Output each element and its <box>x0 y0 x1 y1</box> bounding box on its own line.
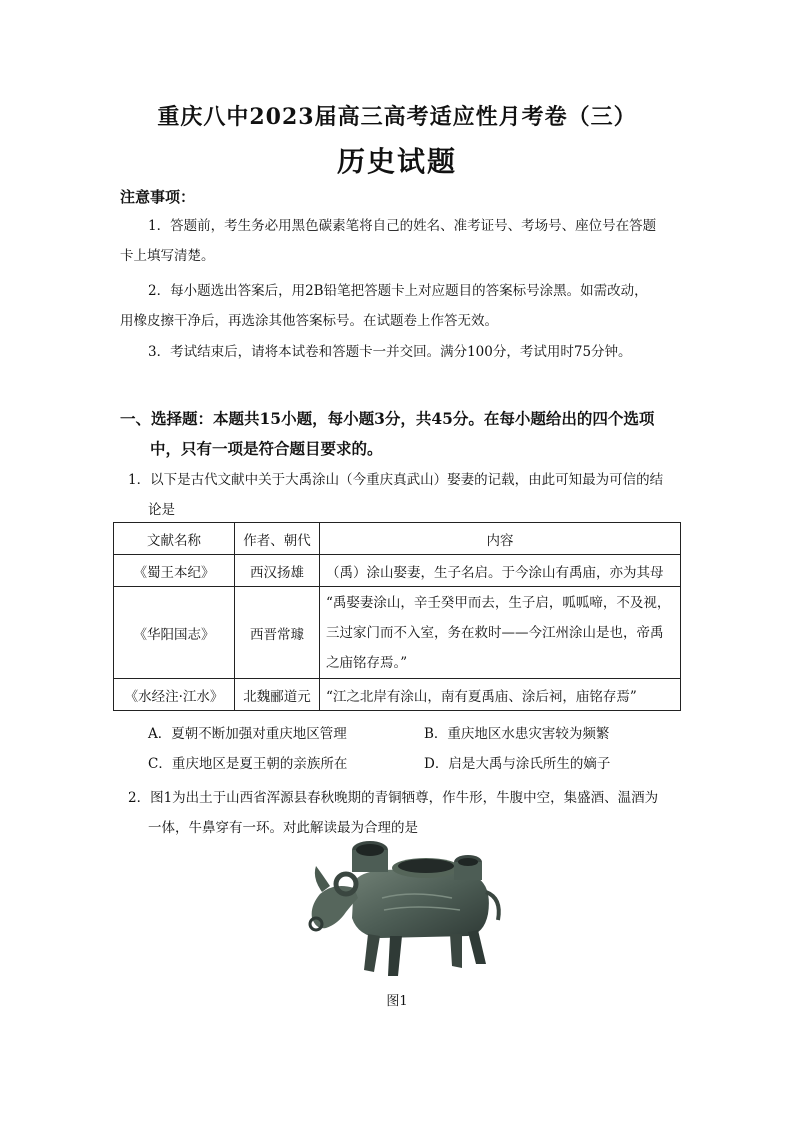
notice-item-2-line-2: 用橡皮擦干净后，再选涂其他答案标号。在试题卷上作答无效。 <box>120 313 498 329</box>
table-cell-content: （禹）涂山娶妻，生子名启。于今涂山有禹庙，亦为其母 <box>320 555 681 587</box>
bronze-ox-vessel-image <box>292 838 510 982</box>
table-header-cell: 内容 <box>320 523 681 555</box>
table-cell-content-line: 三过家门而不入室，务在救时——今江州涂山是也，帝禹 <box>326 624 664 641</box>
notice-item-1-line-2: 卡上填写清楚。 <box>120 248 215 264</box>
notice-heading: 注意事项： <box>120 188 196 206</box>
table-cell-content <box>320 587 681 679</box>
notice-item-1-line-1: 1．答题前，考生务必用黑色碳素笔将自己的姓名、准考证号、考场号、座位号在答题 <box>148 218 657 234</box>
table-cell-author: 西晋常璩 <box>235 587 320 679</box>
table-row <box>114 555 681 587</box>
q1-stem-line-1: 1．以下是古代文献中关于大禹涂山（今重庆真武山）娶妻的记载，由此可知最为可信的结 <box>128 472 664 488</box>
table-cell-name: 《蜀王本纪》 <box>114 555 235 587</box>
table-cell-content: “江之北岸有涂山，南有夏禹庙、涂后祠，庙铭存焉” <box>320 679 681 711</box>
section-1-heading <box>120 404 680 464</box>
bronze-ox-vessel-illustration <box>292 838 510 982</box>
table-row <box>114 679 681 711</box>
q2-stem-line-1: 2．图1为出土于山西省浑源县春秋晚期的青铜牺尊，作牛形，牛腹中空，集盛酒、温酒为 <box>128 790 659 806</box>
q1-option-b: B．重庆地区水患灾害较为频繁 <box>424 726 610 742</box>
table-header-row <box>114 523 681 555</box>
table-cell-content-line: “禹娶妻涂山，辛壬癸甲而去，生子启，呱呱啼，不及视， <box>326 594 671 611</box>
section-1-line-2: 中，只有一项是符合题目要求的。 <box>150 439 383 458</box>
figure-1-caption: 图1 <box>386 994 408 1009</box>
q1-option-a: A．夏朝不断加强对重庆地区管理 <box>148 726 347 742</box>
q1-option-c: C．重庆地区是夏王朝的亲族所在 <box>148 756 348 772</box>
table-header-cell: 作者、朝代 <box>235 523 320 555</box>
table-cell-name: 《华阳国志》 <box>114 587 235 679</box>
table-cell-author: 北魏郦道元 <box>235 679 320 711</box>
exam-title: 重庆八中2023届高三高考适应性月考卷（三） <box>157 104 637 130</box>
table-cell-name: 《水经注·江水》 <box>114 679 235 711</box>
table-cell-author: 西汉扬雄 <box>235 555 320 587</box>
q1-stem-line-2: 论是 <box>148 502 175 518</box>
q1-source-table <box>113 522 681 711</box>
subject-title: 历史试题 <box>336 145 457 178</box>
notice-item-3: 3．考试结束后，请将本试卷和答题卡一并交回。满分100分，考试用时75分钟。 <box>148 344 632 360</box>
table-header-cell: 文献名称 <box>114 523 235 555</box>
table-row <box>114 587 681 679</box>
table-cell-content-line: 之庙铭存焉。” <box>326 654 408 671</box>
notice-item-2-line-1: 2．每小题选出答案后，用2B铅笔把答题卡上对应题目的答案标号涂黑。如需改动， <box>148 283 648 299</box>
section-1-line-1: 一、选择题：本题共15小题，每小题3分，共45分。在每小题给出的四个选项 <box>120 409 655 428</box>
q2-stem-line-2: 一体，牛鼻穿有一环。对此解读最为合理的是 <box>148 820 418 836</box>
q1-option-d: D．启是大禹与涂氏所生的嫡子 <box>424 756 611 772</box>
